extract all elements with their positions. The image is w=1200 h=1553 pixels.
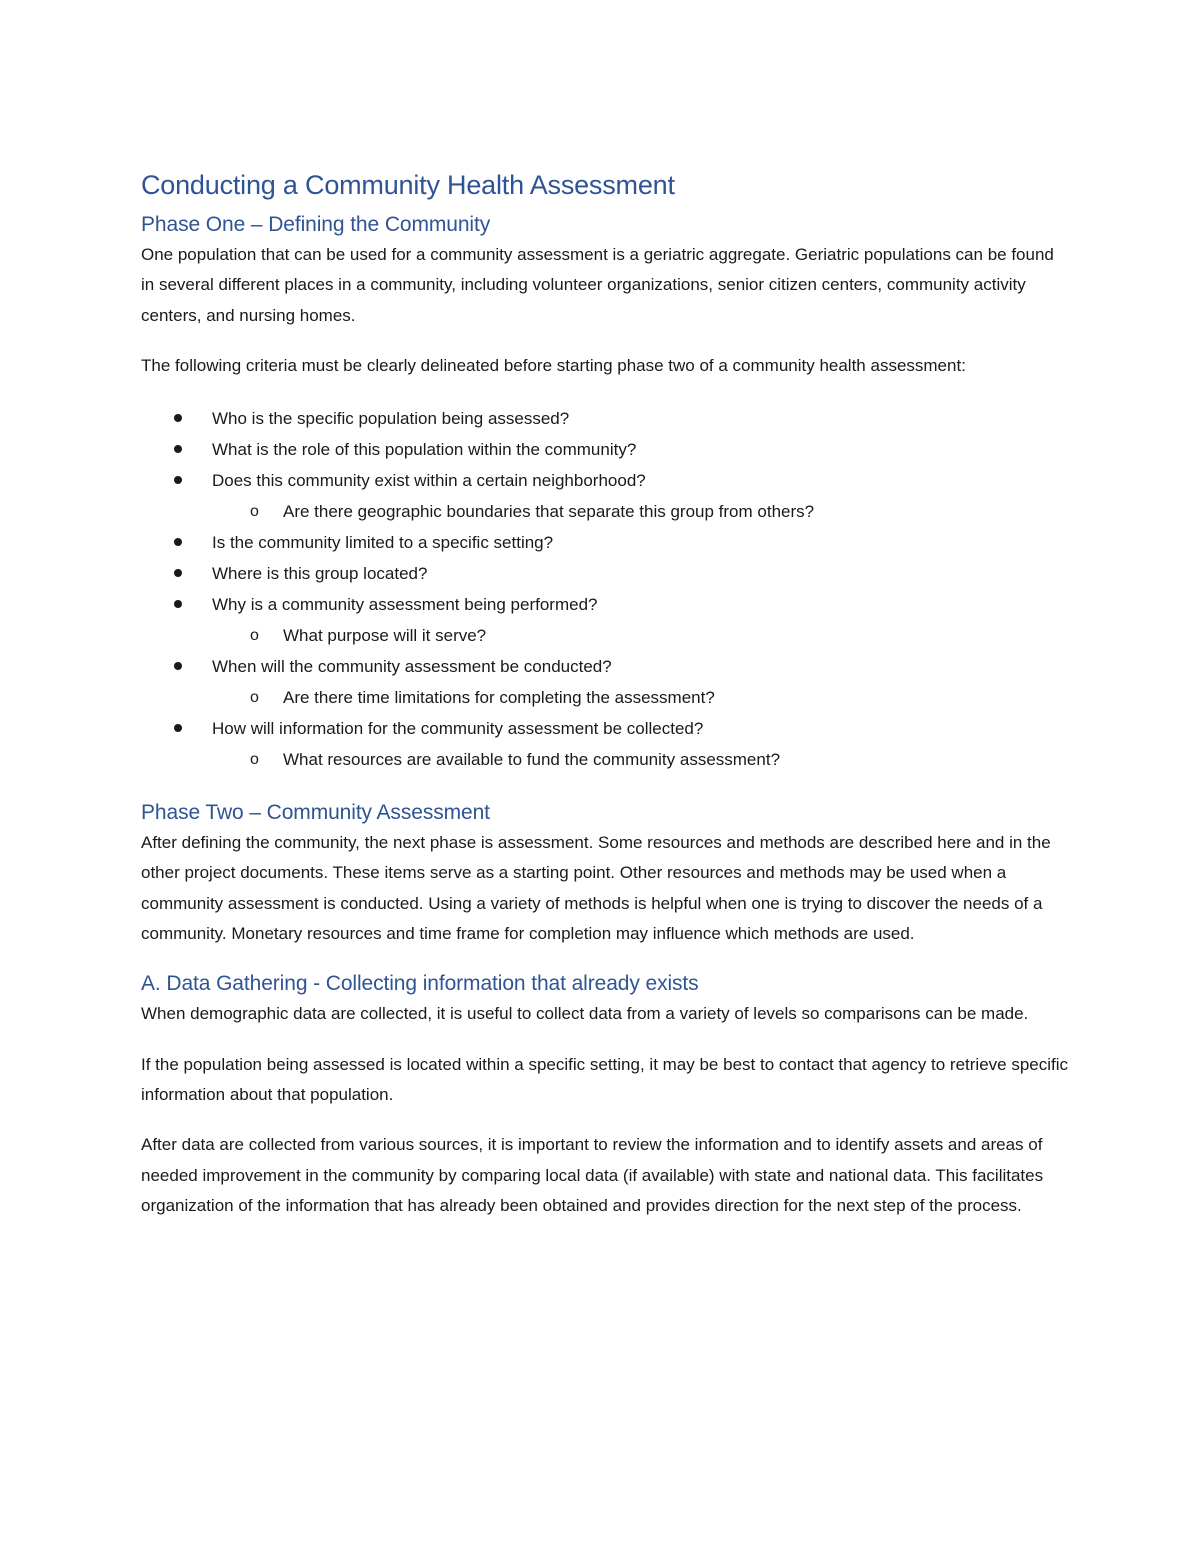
section-a-paragraph-1: When demographic data are collected, it is useful to collect data from a variety of levels so comparisons can be made. <box>141 1004 1029 1024</box>
list-item-text: What purpose will it serve? <box>283 626 487 646</box>
bullet-icon <box>174 724 182 732</box>
list-item-text: How will information for the community assessment be collected? <box>212 719 704 739</box>
list-item <box>141 558 1071 589</box>
list-item-text: Who is the specific population being assessed? <box>212 409 570 429</box>
bullet-icon <box>174 445 182 453</box>
bullet-icon <box>174 600 182 608</box>
sub-list-item <box>141 620 1071 651</box>
sub-list-item <box>141 496 1071 527</box>
list-item-text: Does this community exist within a certain neighborhood? <box>212 471 646 491</box>
bullet-icon <box>174 414 182 422</box>
hollow-bullet-icon: o <box>250 503 259 521</box>
bullet-icon <box>174 569 182 577</box>
sub-list-item <box>141 744 1071 775</box>
list-item-text: Why is a community assessment being performed? <box>212 595 598 615</box>
phase-two-heading: Phase Two – Community Assessment <box>141 801 490 825</box>
document-page <box>141 165 1071 1221</box>
list-item-text: What resources are available to fund the community assessment? <box>283 750 781 770</box>
list-item-text: Are there geographic boundaries that separate this group from others? <box>283 502 815 522</box>
list-item-text: Are there time limitations for completing the assessment? <box>283 688 715 708</box>
bullet-icon <box>174 538 182 546</box>
bullet-icon <box>174 662 182 670</box>
section-a-paragraph-3: After data are collected from various sources, it is important to review the information and to identify assets and areas of needed improvement in the community by comparing local data (if available) with state and national data. This facilitates organization of the information that has already been obtained and provides direction for the next step of the process. <box>141 1135 1044 1215</box>
phase-one-paragraph-1: One population that can be used for a community assessment is a geriatric aggregate. Geriatric populations can be found in several different places in a community, including volunteer organizations, senior citizen centers, community activity centers, and nursing homes. <box>141 245 1054 325</box>
list-item <box>141 589 1071 620</box>
list-item-text: Is the community limited to a specific setting? <box>212 533 554 553</box>
list-item <box>141 651 1071 682</box>
section-a-paragraph-2: If the population being assessed is located within a specific setting, it may be best to contact that agency to retrieve specific information about that population. <box>141 1054 1069 1104</box>
criteria-list <box>141 403 1071 775</box>
list-item-text: What is the role of this population within the community? <box>212 440 637 460</box>
list-item-text: When will the community assessment be conducted? <box>212 657 612 677</box>
list-item <box>141 403 1071 434</box>
phase-two-paragraph: After defining the community, the next phase is assessment. Some resources and methods are described here and in the other project documents. These items serve as a starting point. Other resources and methods may be used when a community assessment is conducted. Using a variety of methods is helpful when one is trying to discover the needs of a community. Monetary resources and time frame for completion may influence which methods are used. <box>141 833 1051 944</box>
hollow-bullet-icon: o <box>250 689 259 707</box>
list-item <box>141 713 1071 744</box>
section-a-heading: A. Data Gathering - Collecting information that already exists <box>141 972 699 996</box>
sub-list-item <box>141 682 1071 713</box>
bullet-icon <box>174 476 182 484</box>
phase-one-paragraph-2: The following criteria must be clearly delineated before starting phase two of a community health assessment: <box>141 355 966 375</box>
document-title: Conducting a Community Health Assessment <box>141 170 675 200</box>
list-item <box>141 434 1071 465</box>
list-item <box>141 465 1071 496</box>
hollow-bullet-icon: o <box>250 751 259 769</box>
list-item <box>141 527 1071 558</box>
hollow-bullet-icon: o <box>250 627 259 645</box>
list-item-text: Where is this group located? <box>212 564 428 584</box>
phase-one-heading: Phase One – Defining the Community <box>141 213 491 236</box>
